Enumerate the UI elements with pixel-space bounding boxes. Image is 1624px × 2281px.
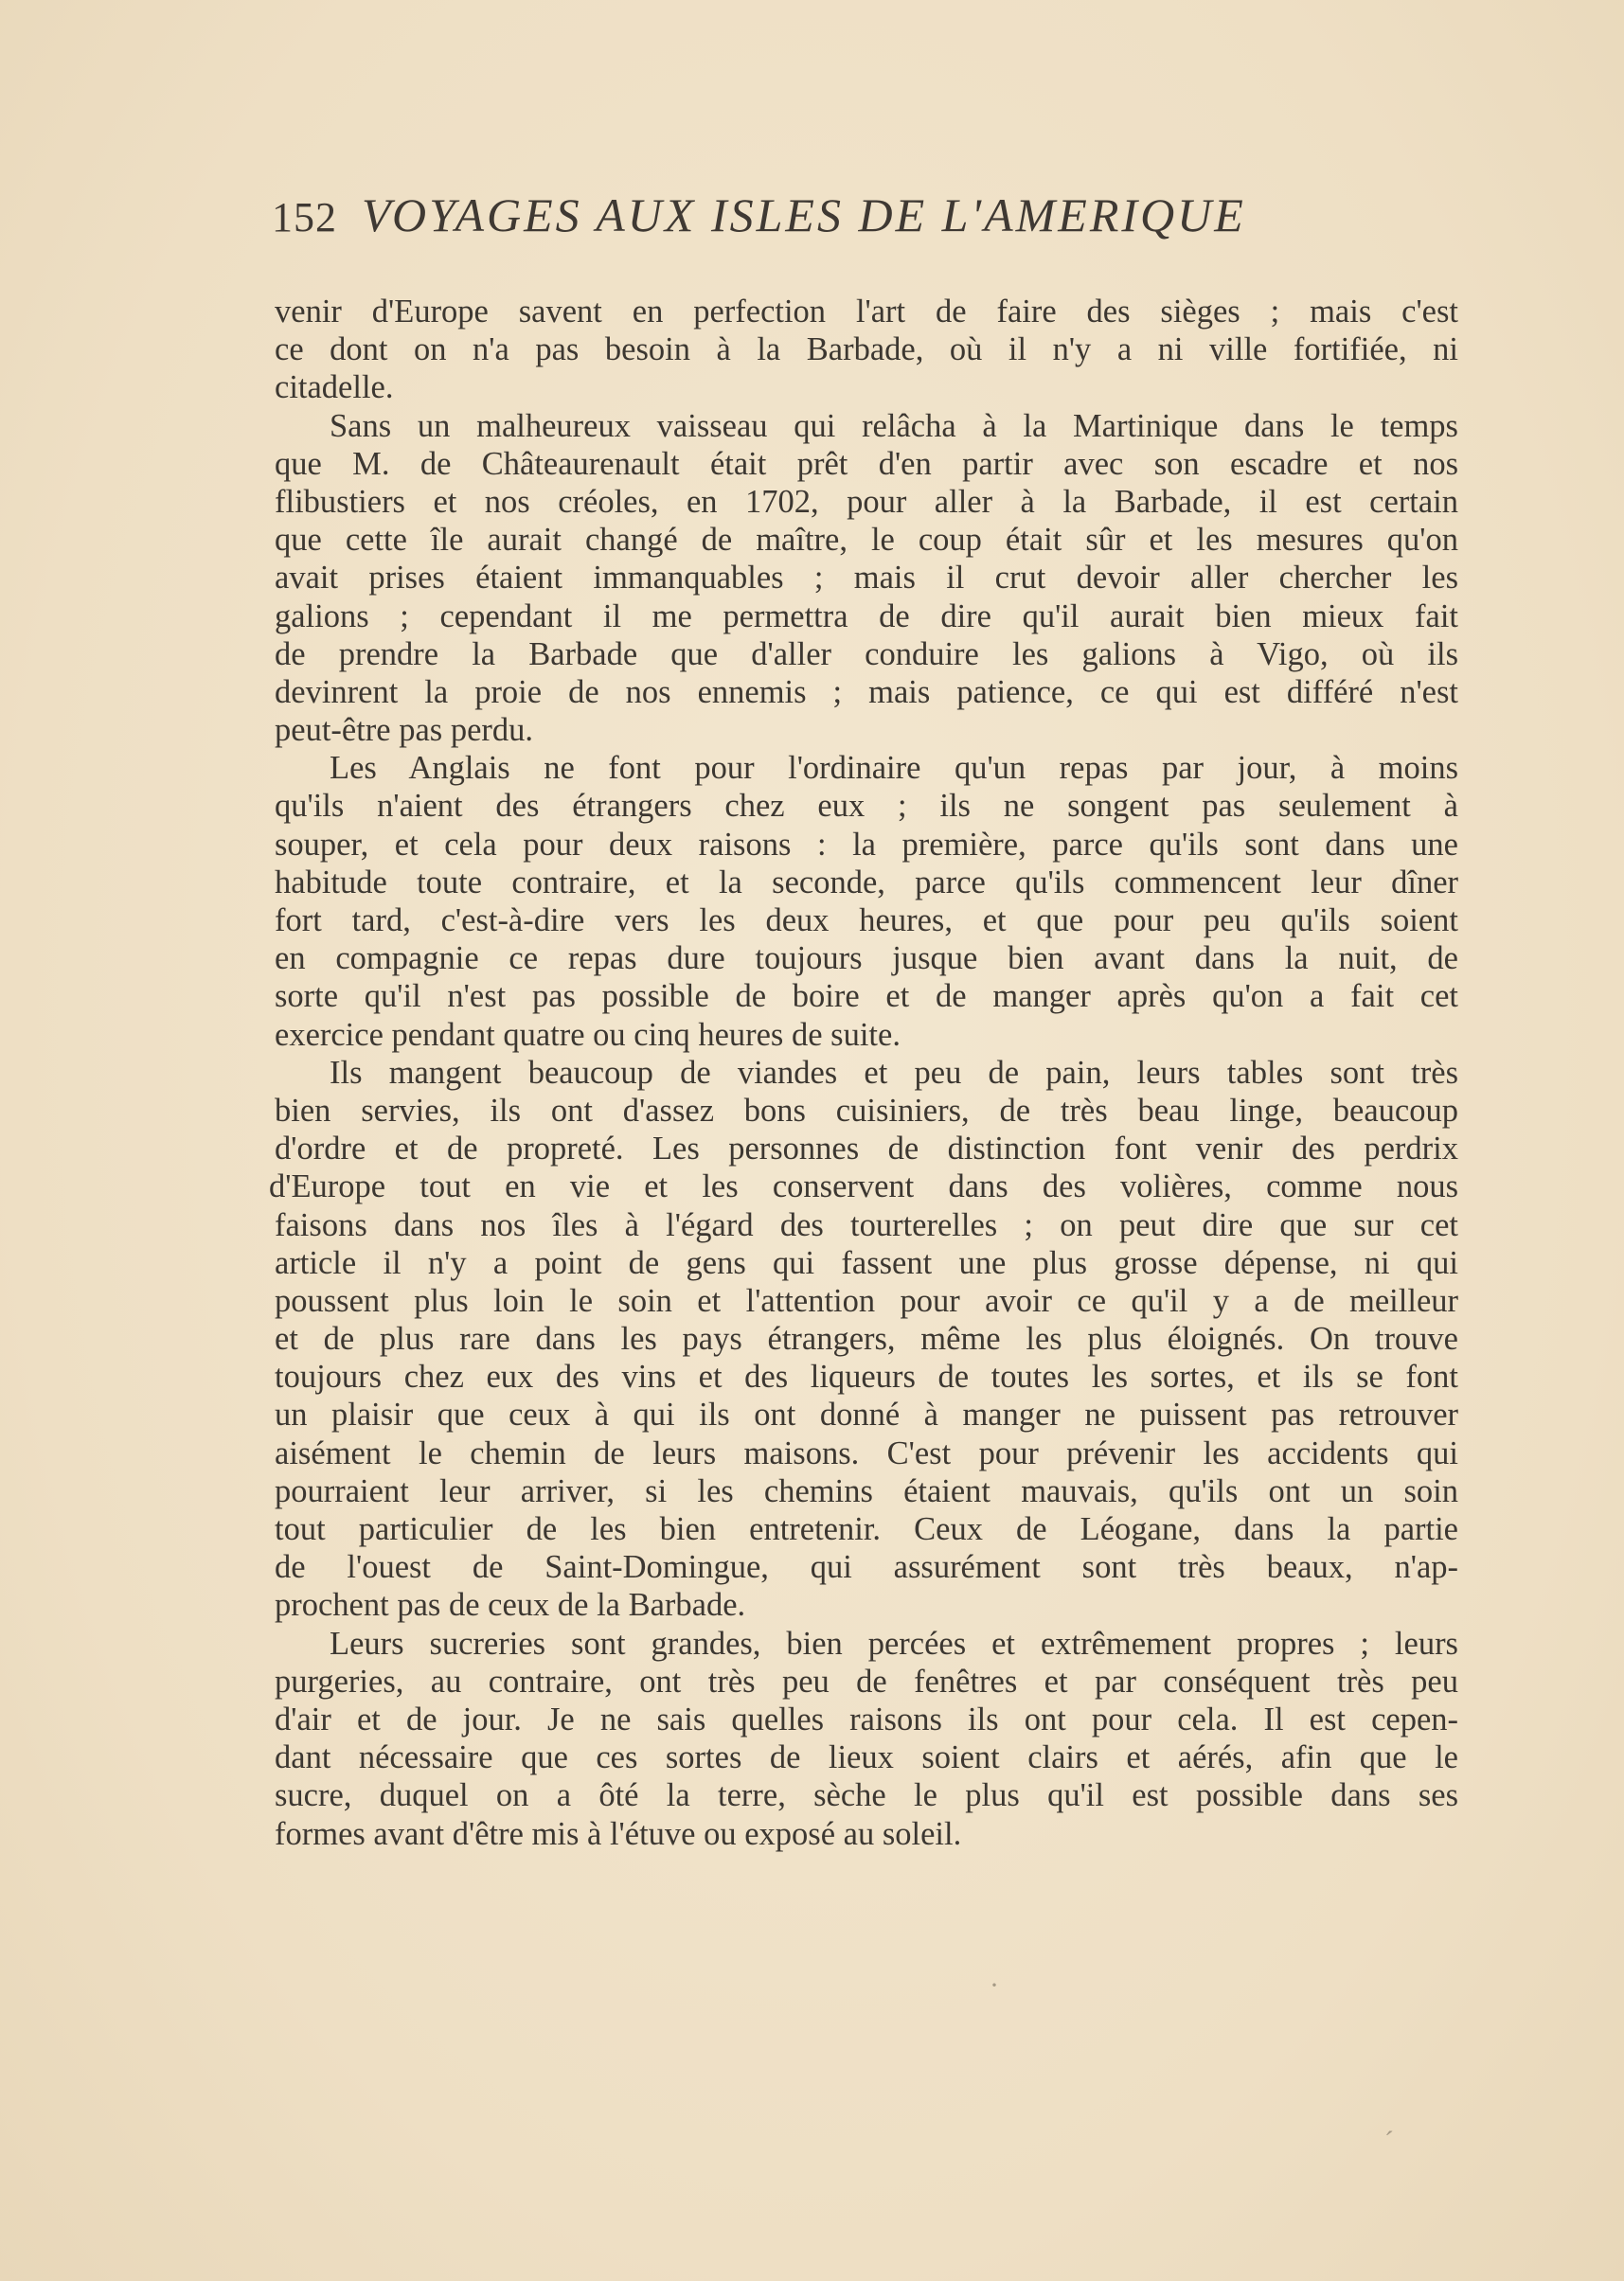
text-line: Les Anglais ne font pour l'ordinaire qu'un repas par jour, à moins [330, 750, 1458, 787]
text-line: article il n'y a point de gens qui fassent une plus grosse dépense, ni qui [275, 1244, 1458, 1281]
text-line: habitude toute contraire, et la seconde, parce qu'ils commencent leur dîner [275, 864, 1458, 900]
text-line: Leurs sucreries sont grandes, bien percées et extrêmement propres ; leurs [330, 1625, 1458, 1662]
paper-speck: ˊ [1384, 2126, 1394, 2157]
text-line: souper, et cela pour deux raisons : la première, parce qu'ils sont dans une [275, 826, 1458, 863]
text-line: un plaisir que ceux à qui ils ont donné à manger ne puissent pas retrouver [275, 1397, 1458, 1434]
text-line: devinrent la proie de nos ennemis ; mais patience, ce qui est différé n'est [275, 673, 1458, 710]
text-line: et de plus rare dans les pays étrangers, même les plus éloignés. On trouve [275, 1321, 1458, 1358]
text-line: galions ; cependant il me permettra de dire qu'il aurait bien mieux fait [275, 597, 1458, 634]
running-title: VOYAGES AUX ISLES DE L'AMERIQUE [362, 188, 1246, 241]
text-line: d'air et de jour. Je ne sais quelles raisons ils ont pour cela. Il est cepen- [275, 1701, 1458, 1737]
text-line: Ils mangent beaucoup de viandes et peu de pain, leurs tables sont très [330, 1054, 1458, 1091]
text-line: purgeries, au contraire, ont très peu de fenêtres et par conséquent très peu [275, 1663, 1458, 1700]
page-header [272, 187, 1389, 254]
text-line: poussent plus loin le soin et l'attention pour avoir ce qu'il y a de meilleur [275, 1282, 1458, 1319]
text-line: formes avant d'être mis à l'étuve ou exposé au soleil. [275, 1815, 962, 1852]
text-line: que cette île aurait changé de maître, le coup était sûr et les mesures qu'on [275, 522, 1458, 559]
paragraph-3 [275, 749, 1458, 1054]
text-line: pourraient leur arriver, si les chemins étaient mauvais, qu'ils ont un soin [275, 1472, 1458, 1509]
text-line: ce dont on n'a pas besoin à la Barbade, où il n'y a ni ville fortifiée, ni [275, 331, 1458, 368]
text-line: de prendre la Barbade que d'aller conduire les galions à Vigo, où ils [275, 635, 1458, 672]
text-line: tout particulier de les bien entretenir. Ceux de Léogane, dans la partie [275, 1511, 1458, 1547]
text-line: venir d'Europe savent en perfection l'art de faire des sièges ; mais c'est [275, 294, 1458, 330]
text-line: en compagnie ce repas dure toujours jusque bien avant dans la nuit, de [275, 940, 1458, 977]
body-text [269, 293, 1458, 1853]
text-line: prochent pas de ceux de la Barbade. [275, 1587, 746, 1624]
text-line: d'ordre et de propreté. Les personnes de distinction font venir des perdrix [275, 1131, 1458, 1167]
text-line: dant nécessaire que ces sortes de lieux soient clairs et aérés, afin que le [275, 1739, 1458, 1776]
text-line: que M. de Châteaurenault était prêt d'en partir avec son escadre et nos [275, 445, 1458, 482]
text-line: sucre, duquel on a ôté la terre, sèche le plus qu'il est possible dans ses [275, 1777, 1458, 1814]
paragraph-4 [269, 1054, 1458, 1625]
text-line: toujours chez eux des vins et des liqueurs de toutes les sortes, et ils se font [275, 1359, 1458, 1396]
text-line: exercice pendant quatre ou cinq heures de suite. [275, 1016, 901, 1053]
text-line: de l'ouest de Saint-Domingue, qui assurément sont très beaux, n'ap- [275, 1549, 1458, 1586]
text-line: fort tard, c'est-à-dire vers les deux heures, et que pour peu qu'ils soient [275, 902, 1458, 938]
text-line: Sans un malheureux vaisseau qui relâcha à la Martinique dans le temps [330, 407, 1458, 444]
text-line: flibustiers et nos créoles, en 1702, pour aller à la Barbade, il est certain [275, 483, 1458, 520]
paragraph-5 [275, 1625, 1458, 1853]
text-line: d'Europe tout en vie et les conservent dans des volières, comme nous [269, 1168, 1458, 1205]
text-line: citadelle. [275, 369, 394, 406]
paragraph-2 [275, 407, 1458, 750]
text-line: sorte qu'il n'est pas possible de boire et de manger après qu'on a fait cet [275, 978, 1458, 1015]
page-number: 152 [272, 194, 337, 241]
text-line: peut-être pas perdu. [275, 712, 534, 749]
text-line: aisément le chemin de leurs maisons. C'est pour prévenir les accidents qui [275, 1435, 1458, 1471]
text-line: faisons dans nos îles à l'égard des tourterelles ; on peut dire que sur cet [275, 1206, 1458, 1243]
text-line: bien servies, ils ont d'assez bons cuisiniers, de très beau linge, beaucoup [275, 1092, 1458, 1129]
text-line: avait prises étaient immanquables ; mais il crut devoir aller chercher les [275, 560, 1458, 597]
paragraph-1 [275, 293, 1458, 407]
text-line: qu'ils n'aient des étrangers chez eux ; ils ne songent pas seulement à [275, 788, 1458, 825]
paper-speck: · [990, 1969, 999, 2001]
